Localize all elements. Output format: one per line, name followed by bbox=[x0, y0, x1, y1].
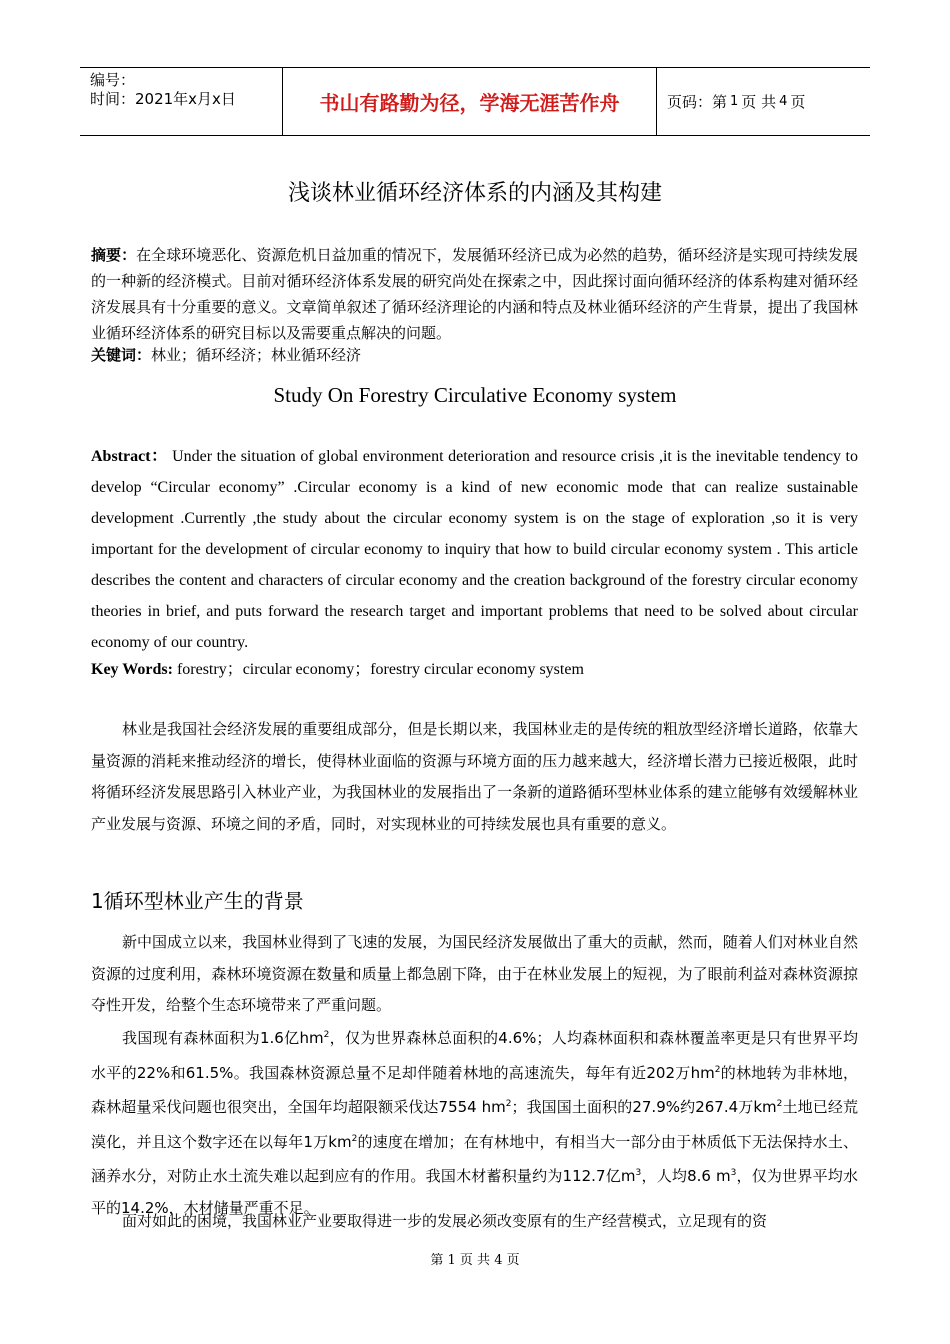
p2-text-a: 我国现有森林面积为1.6亿hm bbox=[122, 1029, 324, 1047]
page-total: 4 bbox=[779, 94, 788, 109]
english-title: Study On Forestry Circulative Economy system bbox=[273, 383, 677, 407]
intro-paragraph: 林业是我国社会经济发展的重要组成部分，但是长期以来，我国林业走的是传统的粗放型经济增长道路，依靠大量资源的消耗来推动经济的增长，使得林业面临的资源与环境方面的压力越来越大，经济增长潜力已接近极限，此时将循环经济发展思路引入林业产业，为我国林业的发展指出了一条新的道路循环型林业体系的建立能够有效缓解林业产业发展与资源、环境之间的矛盾，同时，对实现林业的可持续发展也具有重要的意义。 bbox=[91, 720, 858, 833]
section1-paragraph-3: 面对如此的困境，我国林业产业要取得进一步的发展必须改变原有的生产经营模式，立足现有的资 bbox=[122, 1212, 768, 1230]
superscript: 3 bbox=[635, 1168, 642, 1178]
page-prefix: 页码：第 bbox=[667, 93, 728, 111]
superscript: 2 bbox=[714, 1064, 721, 1075]
keywords-en-label: Key Words: bbox=[91, 661, 173, 678]
page-footer: 第 1 页 共 4 页 bbox=[430, 1253, 520, 1268]
time-label: 时间：2021年x月x日 bbox=[90, 90, 236, 108]
p2-text-d: ；我国国土面积的27.9%约267.4万km bbox=[511, 1098, 777, 1116]
p2-text-h: ，仅为世界平均水平的14.2%，木材储量严重不足。 bbox=[91, 1167, 858, 1217]
page-indicator bbox=[657, 68, 870, 135]
superscript: 3 bbox=[730, 1168, 737, 1178]
superscript: 2 bbox=[323, 1030, 330, 1040]
abstract-en bbox=[91, 441, 858, 658]
p2-text-e: 土地已经荒漠化，并且这个数字还在以每年1万km bbox=[91, 1098, 858, 1151]
page-mid: 页 共 bbox=[741, 93, 777, 111]
keywords-en bbox=[91, 657, 858, 683]
p2-text-c: 的林地转为非林地，森林超量采伐问题也很突出，全国年均超限额采伐达7554 hm bbox=[91, 1063, 858, 1116]
abstract-en-label: Abstract： bbox=[91, 448, 168, 465]
abstract-cn-label: 摘要： bbox=[91, 246, 137, 264]
p2-text-b: ，仅为世界森林总面积的4.6%；人均森林面积和森林覆盖率更是只有世界平均水平的22%和61.5%。我国森林资源总量不足却伴随着林地的高速流失，每年有近202万hm bbox=[91, 1029, 858, 1082]
p2-text-f: 的速度在增加；在有林地中，有相当大一部分由于林质低下无法保持水土、涵养水分，对防止水土流失难以起到应有的作用。我国木材蓄积量约为112.7亿m bbox=[91, 1132, 858, 1185]
section1-paragraph-2 bbox=[91, 1020, 858, 1224]
header-table bbox=[80, 67, 870, 136]
keywords-en-text: forestry；circular economy；forestry circular economy system bbox=[172, 661, 584, 678]
document-title: 浅谈林业循环经济体系的内涵及其构建 bbox=[287, 181, 662, 206]
section-heading: 1循环型林业产生的背景 bbox=[91, 889, 304, 913]
superscript: 2 bbox=[351, 1133, 358, 1144]
section1-paragraph-1: 新中国成立以来，我国林业得到了飞速的发展，为国民经济发展做出了重大的贡献，然而，随着人们对林业自然资源的过度利用，森林环境资源在数量和质量上都急剧下降，由于在林业发展上的短视，为了眼前利益对森林资源掠夺性开发，给整个生态环境带来了严重问题。 bbox=[91, 933, 858, 1014]
number-label: 编号： bbox=[90, 71, 136, 89]
keywords-cn-label: 关键词： bbox=[91, 346, 152, 364]
abstract-cn-text: 在全球环境恶化、资源危机日益加重的情况下，发展循环经济已成为必然的趋势，循环经济是实现可持续发展的一种新的经济模式。目前对循环经济体系发展的研究尚处在探索之中，因此探讨面向循环经济的体系构建对循环经济发展具有十分重要的意义。文章简单叙述了循环经济理论的内涵和特点及林业循环经济的产生背景，提出了我国林业循环经济体系的研究目标以及需要重点解决的问题。 bbox=[91, 246, 858, 342]
superscript: 2 bbox=[505, 1099, 512, 1109]
keywords-cn-text: 林业；循环经济；林业循环经济 bbox=[151, 346, 362, 364]
abstract-en-text: Under the situation of global environment deterioration and resource crisis ,it is the inevitable tendency to develop “Circular economy” .Circular economy is a kind of new economic mode that can realize sustainable development .Currently ,the study about the circular economy system is on the stage of exploration ,so it is very important for the development of circular economy to inquiry that how to build circular economy system . This article describes the content and characters of circular economy and the creation background of the forestry circular economy theories in brief, and puts forward the research target and important problems that need to be solved about circular economy of our country. bbox=[91, 448, 858, 651]
p2-text-g: ，人均8.6 m bbox=[641, 1167, 731, 1185]
page-number: 1 bbox=[730, 94, 739, 109]
motto: 书山有路勤为径，学海无涯苦作舟 bbox=[282, 68, 657, 135]
page-suffix: 页 bbox=[790, 93, 806, 111]
header-left-cell bbox=[80, 68, 282, 135]
keywords-cn bbox=[91, 342, 858, 368]
superscript: 2 bbox=[776, 1099, 783, 1109]
abstract-cn bbox=[91, 242, 858, 346]
